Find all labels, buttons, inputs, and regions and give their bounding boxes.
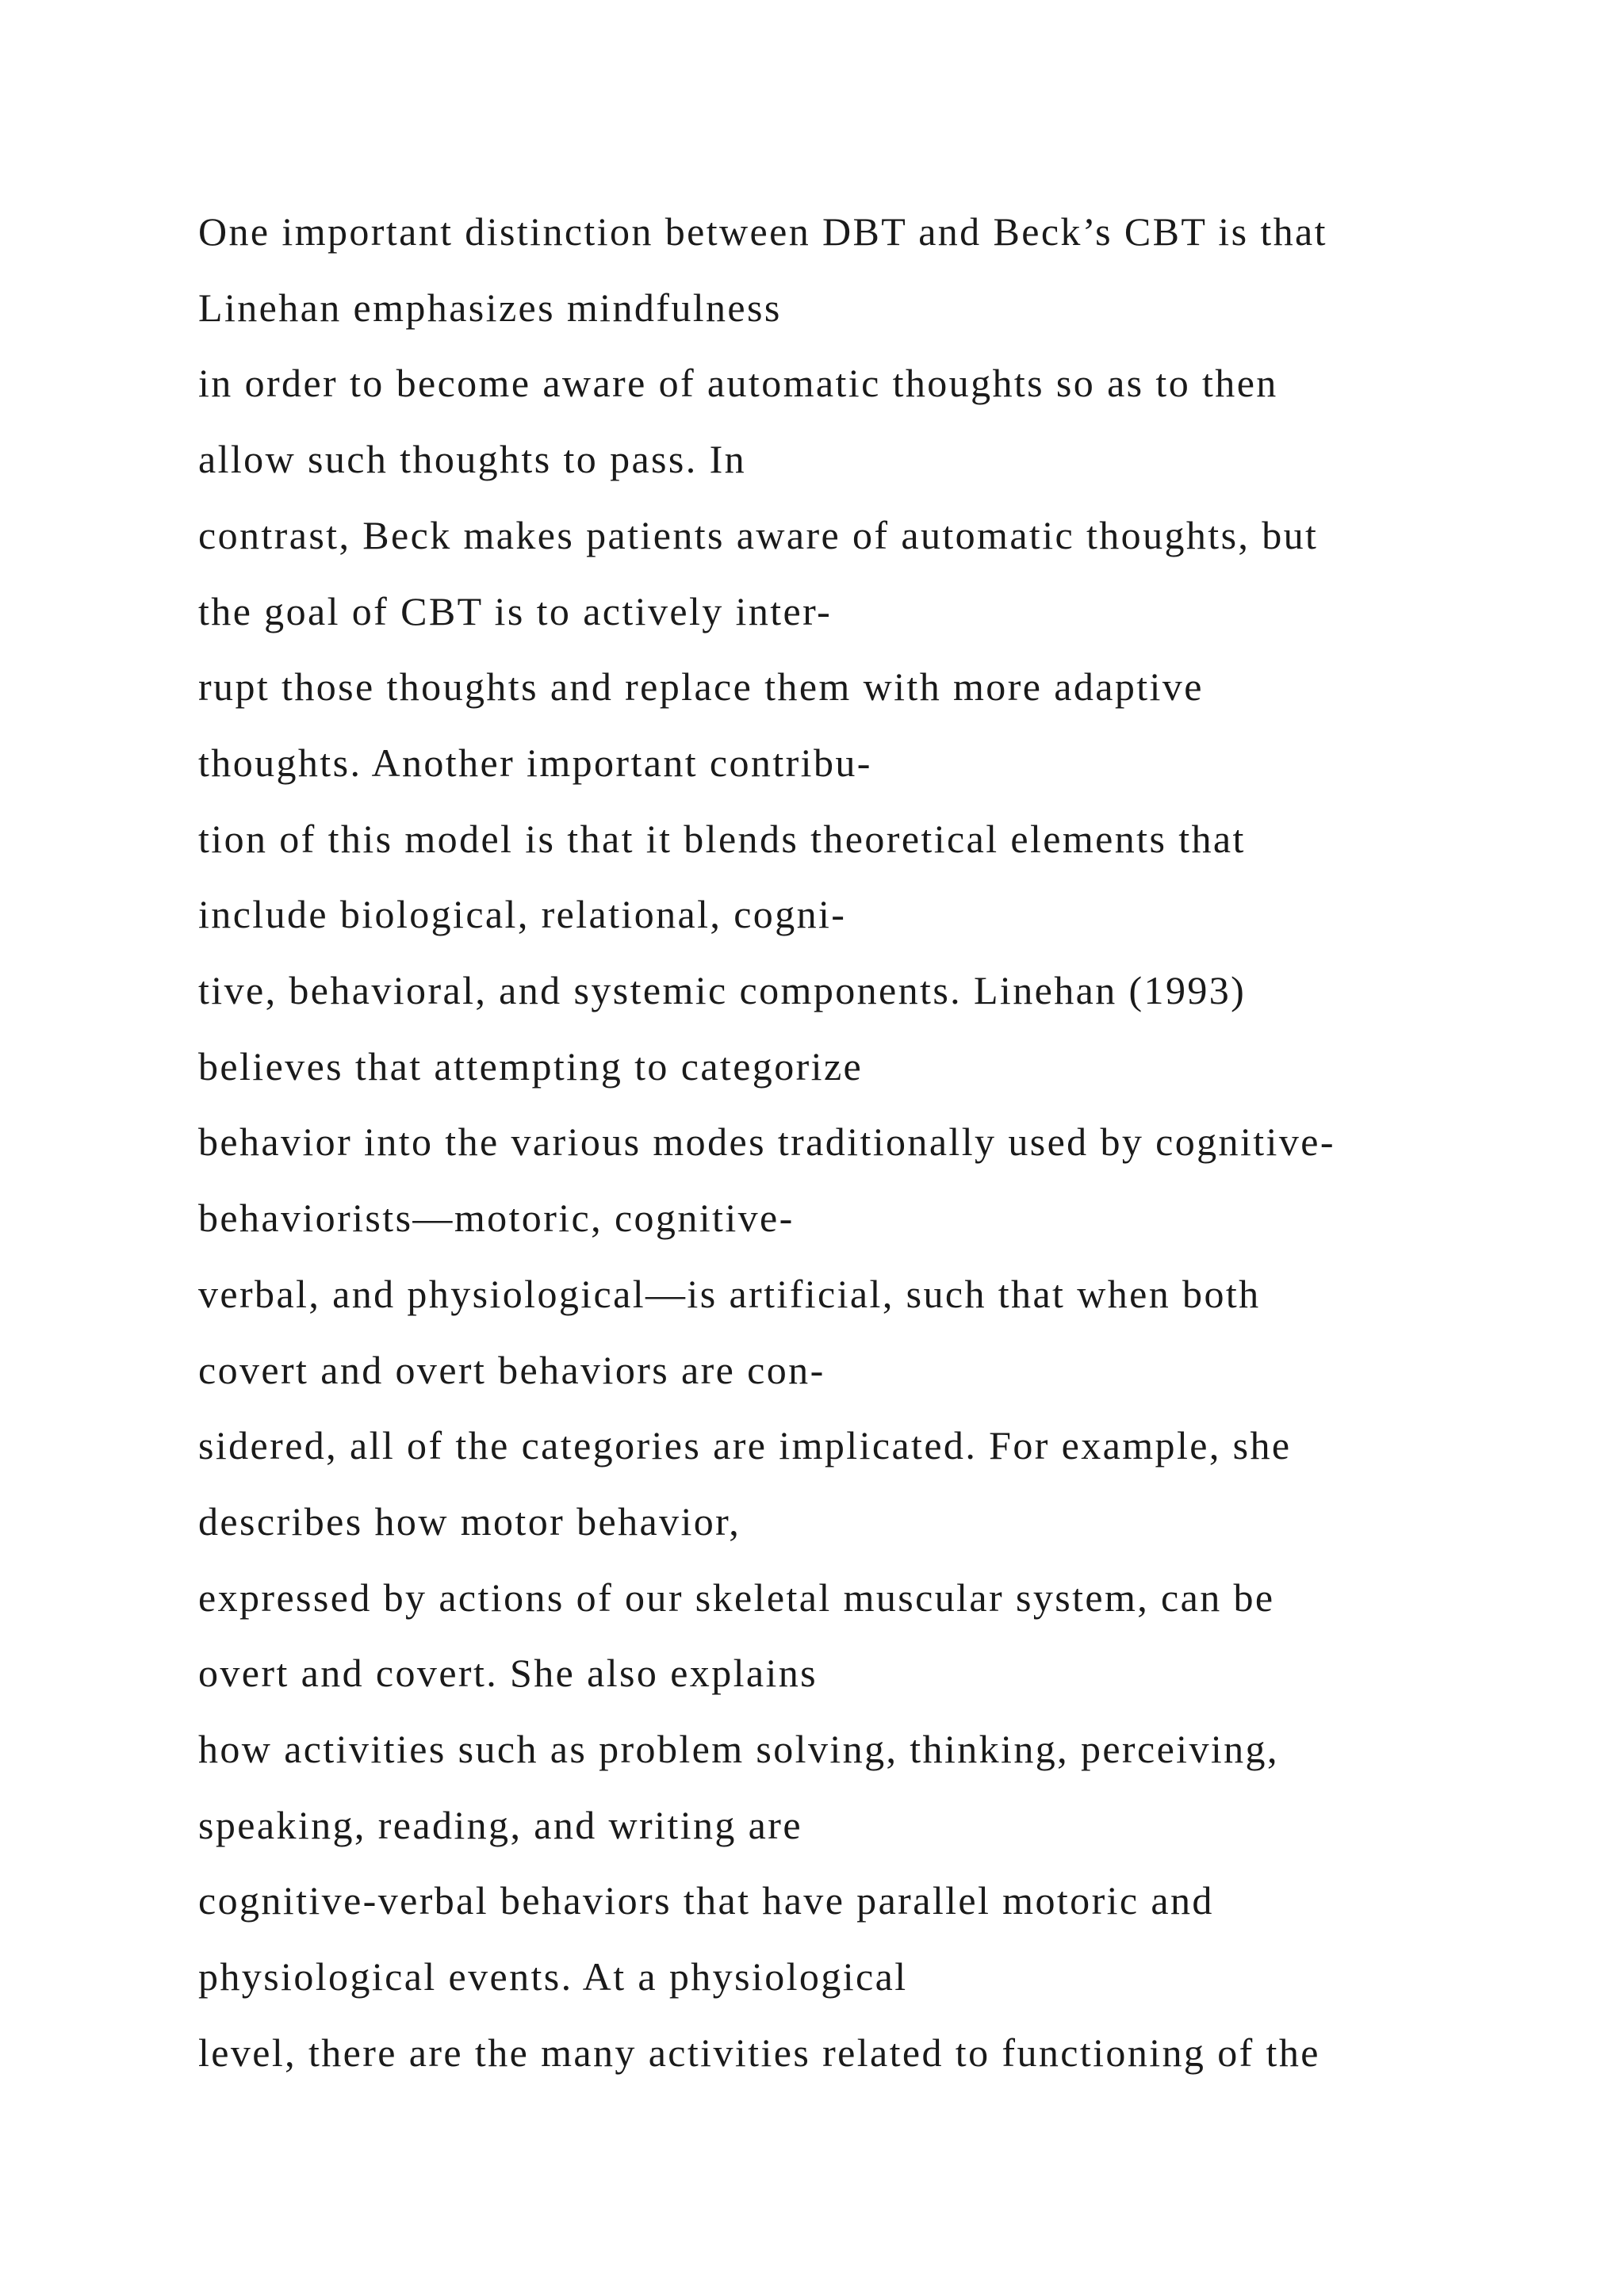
- text-line: physiological events. At a physiological: [198, 1954, 908, 1999]
- text-line: sidered, all of the categories are implicated. For example, she: [198, 1423, 1292, 1468]
- text-line: describes how motor behavior,: [198, 1498, 741, 1544]
- text-line: Linehan emphasizes mindfulness: [198, 285, 782, 330]
- text-line: include biological, relational, cogni-: [198, 892, 847, 937]
- text-line: believes that attempting to categorize: [198, 1043, 864, 1089]
- text-line: covert and overt behaviors are con-: [198, 1347, 825, 1392]
- text-line: in order to become aware of automatic thoughts so as to then: [198, 361, 1278, 406]
- text-line: tive, behavioral, and systemic components. Linehan (1993): [198, 968, 1247, 1013]
- text-line: how activities such as problem solving, thinking, perceiving,: [198, 1727, 1279, 1772]
- text-line: level, there are the many activities related to functioning of the: [198, 2030, 1320, 2075]
- text-line: allow such thoughts to pass. In: [198, 437, 747, 482]
- text-line: One important distinction between DBT and Beck’s CBT is that: [198, 209, 1327, 254]
- text-line: the goal of CBT is to actively inter-: [198, 588, 833, 633]
- text-line: cognitive-verbal behaviors that have parallel motoric and: [198, 1878, 1214, 1923]
- text-line: behavior into the various modes traditionally used by cognitive-: [198, 1119, 1335, 1165]
- text-line: expressed by actions of our skeletal muscular system, can be: [198, 1575, 1275, 1620]
- text-line: verbal, and physiological—is artificial, such that when both: [198, 1271, 1261, 1316]
- text-line: contrast, Beck makes patients aware of automatic thoughts, but: [198, 512, 1319, 557]
- body-text: [198, 194, 1546, 2091]
- text-line: thoughts. Another important contribu-: [198, 740, 872, 785]
- text-line: speaking, reading, and writing are: [198, 1802, 802, 1847]
- text-line: behaviorists—motoric, cognitive-: [198, 1196, 795, 1241]
- text-line: overt and covert. She also explains: [198, 1651, 818, 1696]
- text-line: tion of this model is that it blends theoretical elements that: [198, 816, 1246, 861]
- text-line: rupt those thoughts and replace them with more adaptive: [198, 664, 1204, 710]
